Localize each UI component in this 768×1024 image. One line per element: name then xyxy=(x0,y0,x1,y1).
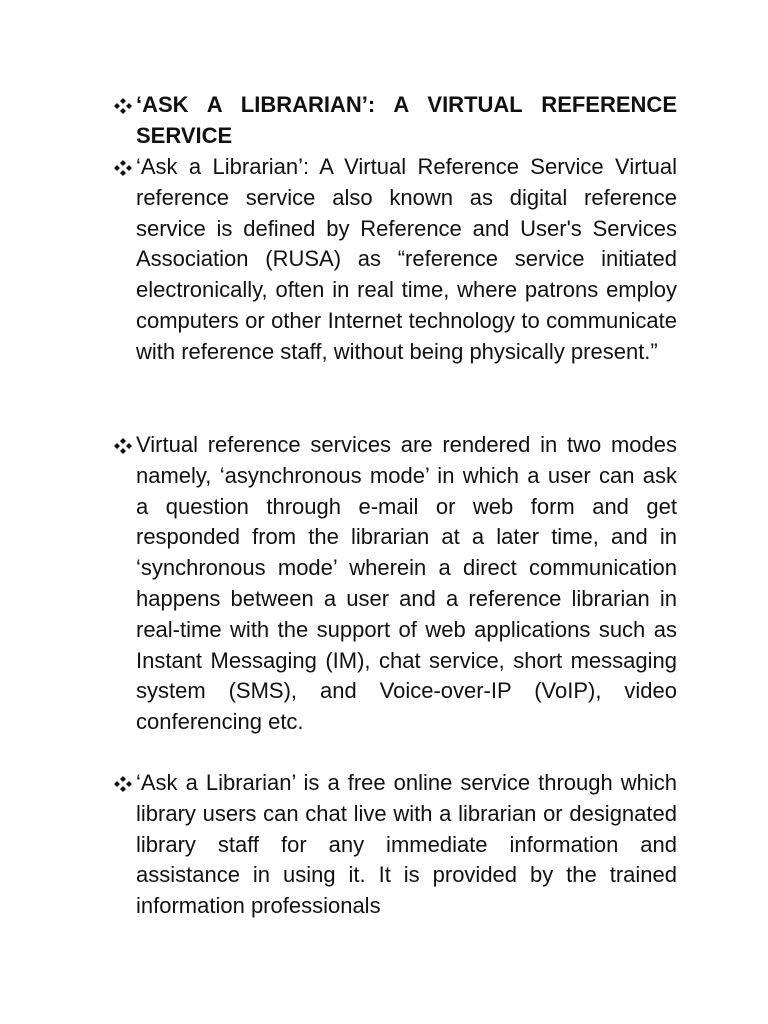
diamond-bullet-icon xyxy=(112,430,136,461)
section-heading: ‘ASK A LIBRARIAN’: A VIRTUAL REFERENCE SERVICE xyxy=(136,92,677,148)
paragraph-bullet-item-1 xyxy=(112,152,677,368)
body-paragraph: ‘Ask a Librarian’ is a free online service through which library users can chat live with a librarian or designated library staff for any immediate information and assistance in using it. It is provided by the trained information professionals xyxy=(136,770,677,919)
diamond-bullet-icon xyxy=(112,768,136,799)
paragraph-bullet-item-3 xyxy=(112,768,677,922)
diamond-bullet-icon xyxy=(112,152,136,183)
heading-bullet-item xyxy=(112,90,677,152)
diamond-bullet-icon xyxy=(112,90,136,121)
body-paragraph: ‘Ask a Librarian’: A Virtual Reference Service Virtual reference service also known as digital reference service is defined by Reference and User's Services Association (RUSA) as “reference service initiated electronically, often in real time, where patrons employ computers or other Internet technology to communicate with reference staff, without being physically present.” xyxy=(136,154,677,364)
body-paragraph: Virtual reference services are rendered in two modes namely, ‘asynchronous mode’ in which a user can ask a question through e-mail or web form and get responded from the librarian at a later time, and in ‘synchronous mode’ wherein a direct communication happens between a user and a reference librarian in real-time with the support of web applications such as Instant Messaging (IM), chat service, short messaging system (SMS), and Voice-over-IP (VoIP), video conferencing etc. xyxy=(136,432,677,735)
paragraph-bullet-item-2 xyxy=(112,430,677,738)
